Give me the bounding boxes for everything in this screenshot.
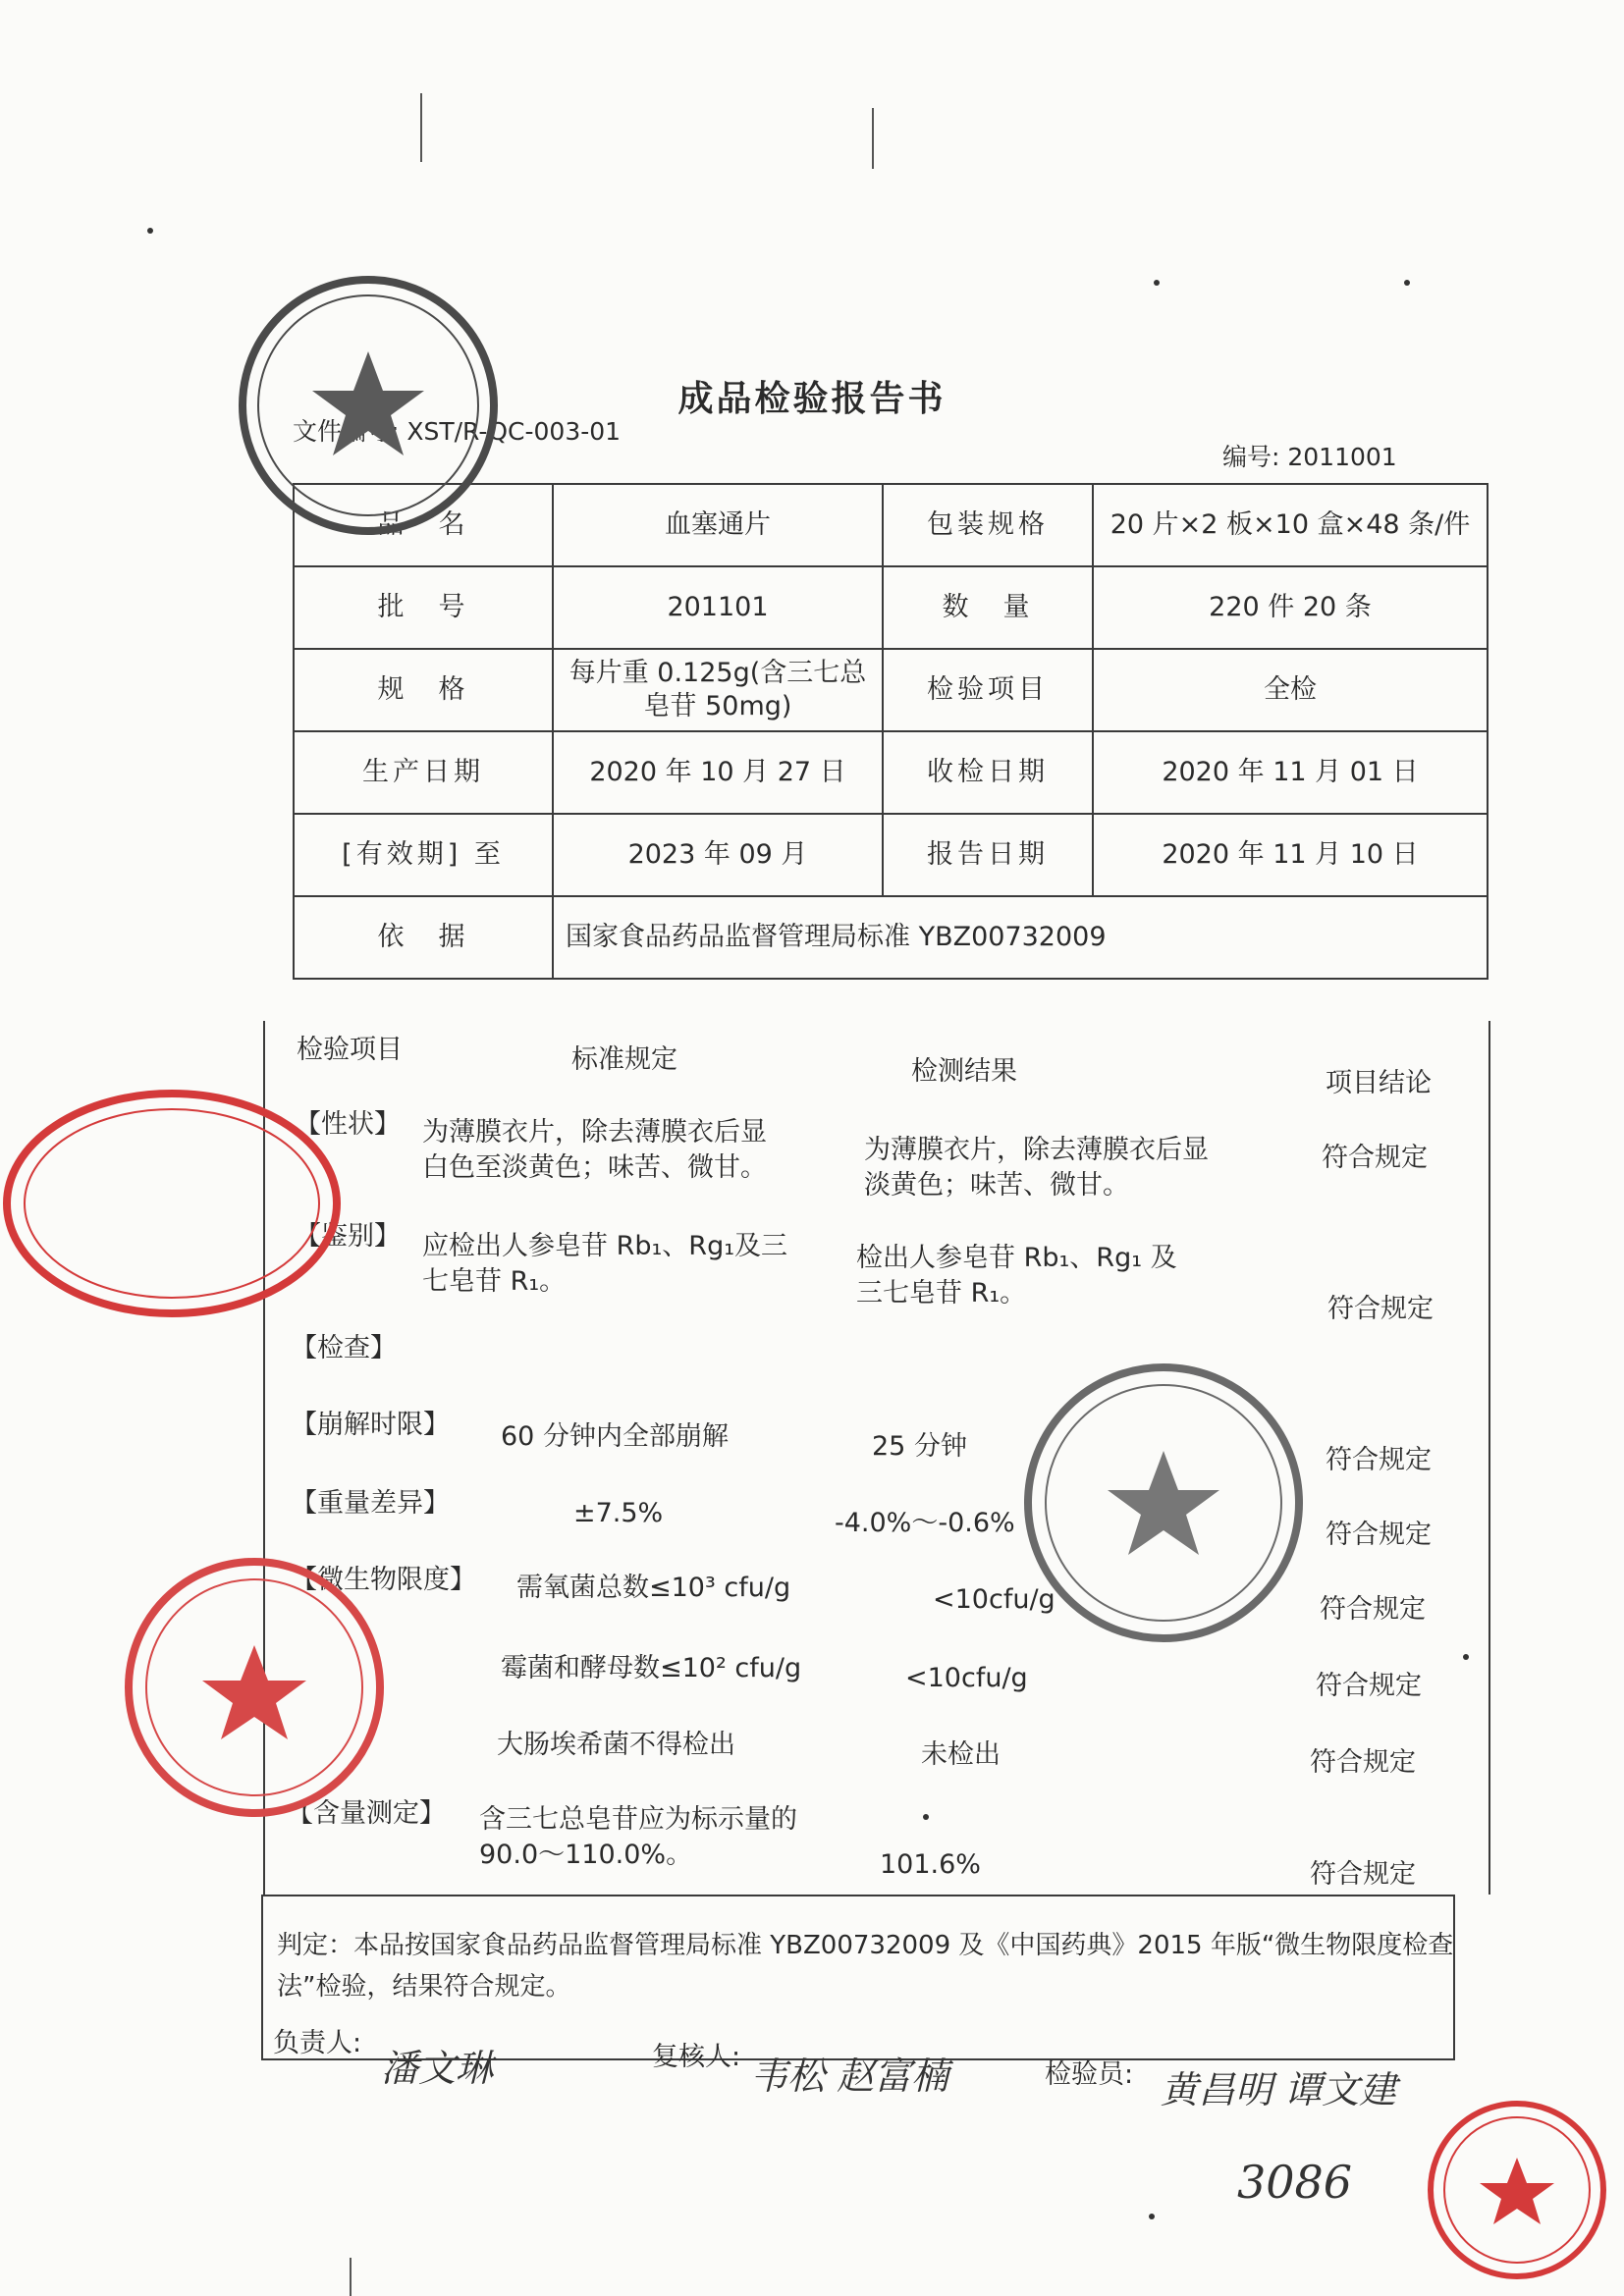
microbial-label: 【微生物限度】 bbox=[291, 1565, 476, 1595]
disintegration-standard: 60 分钟内全部崩解 bbox=[501, 1421, 729, 1452]
assay-standard: 含三七总皂苷应为标示量的 90.0～110.0%。 bbox=[479, 1804, 797, 1871]
disintegration-result: 25 分钟 bbox=[872, 1431, 967, 1462]
mfg-date-label: 生产日期 bbox=[294, 731, 553, 814]
scan-speck bbox=[1149, 2214, 1155, 2219]
inspector-signature: 黄昌明 谭文建 bbox=[1161, 2068, 1397, 2111]
col-header-conclusion: 项目结论 bbox=[1326, 1068, 1432, 1098]
product-name-value: 血塞通片 bbox=[553, 484, 883, 566]
inspection-seal-stamp bbox=[1424, 2097, 1610, 2283]
identification-result: 检出人参皂苷 Rb₁、Rg₁ 及三七皂苷 R₁。 bbox=[856, 1243, 1177, 1309]
pack-spec-value: 20 片×2 板×10 盒×48 条/件 bbox=[1093, 484, 1488, 566]
mold-standard: 霉菌和酵母数≤10² cfu/g bbox=[501, 1653, 802, 1683]
inspection-label: 【检查】 bbox=[291, 1333, 397, 1363]
scan-speck bbox=[147, 228, 153, 234]
page-title: 成品检验报告书 bbox=[677, 379, 947, 419]
identification-label: 【鉴别】 bbox=[295, 1221, 401, 1252]
weight-variation-result: -4.0%～-0.6% bbox=[835, 1508, 1015, 1538]
assay-label: 【含量测定】 bbox=[287, 1798, 446, 1829]
aerobic-result: <10cfu/g bbox=[933, 1584, 1056, 1615]
reviewer-signature: 韦松 赵富楠 bbox=[750, 2055, 949, 2098]
mold-result: <10cfu/g bbox=[905, 1663, 1028, 1693]
scan-mark bbox=[350, 2258, 352, 2296]
inspection-item-label: 检验项目 bbox=[883, 649, 1093, 731]
quantity-value: 220 件 20 条 bbox=[1093, 566, 1488, 649]
ecoli-result: 未检出 bbox=[921, 1739, 1001, 1770]
appearance-result: 为薄膜衣片，除去薄膜衣后显淡黄色；味苦、微甘。 bbox=[864, 1135, 1209, 1201]
assay-result: 101.6% bbox=[880, 1849, 981, 1880]
responsible-label: 负责人: bbox=[273, 2028, 362, 2058]
expiry-value: 2023 年 09 月 bbox=[553, 814, 883, 896]
col-header-result: 检测结果 bbox=[911, 1056, 1017, 1087]
spec-value: 每片重 0.125g(含三七总皂苷 50mg) bbox=[553, 649, 883, 731]
weight-variation-standard: ±7.5% bbox=[573, 1498, 664, 1528]
aerobic-conclusion: 符合规定 bbox=[1320, 1594, 1426, 1625]
col-header-standard: 标准规定 bbox=[571, 1044, 677, 1075]
receive-date-value: 2020 年 11 月 01 日 bbox=[1093, 731, 1488, 814]
handwritten-number: 3086 bbox=[1237, 2156, 1353, 2209]
table-row bbox=[294, 566, 1488, 649]
logistics-seal-stamp bbox=[0, 1086, 344, 1321]
report-date-value: 2020 年 11 月 10 日 bbox=[1093, 814, 1488, 896]
pack-spec-label: 包装规格 bbox=[883, 484, 1093, 566]
identification-standard: 应检出人参皂苷 Rb₁、Rg₁及三七皂苷 R₁。 bbox=[422, 1231, 788, 1298]
aerobic-standard: 需氧菌总数≤10³ cfu/g bbox=[516, 1573, 791, 1603]
product-info-table bbox=[293, 483, 1489, 980]
basis-label: 依 据 bbox=[294, 896, 553, 979]
reviewer-label: 复核人: bbox=[652, 2042, 741, 2072]
inspection-item-value: 全检 bbox=[1093, 649, 1488, 731]
mold-conclusion: 符合规定 bbox=[1316, 1671, 1422, 1701]
batch-value: 201101 bbox=[553, 566, 883, 649]
appearance-label: 【性状】 bbox=[295, 1109, 401, 1140]
ecoli-standard: 大肠埃希菌不得检出 bbox=[497, 1730, 735, 1760]
appearance-standard: 为薄膜衣片，除去薄膜衣后显白色至淡黄色；味苦、微甘。 bbox=[422, 1117, 767, 1184]
scan-speck bbox=[1404, 280, 1410, 286]
quantity-label: 数 量 bbox=[883, 566, 1093, 649]
scan-mark bbox=[872, 108, 874, 169]
disintegration-label: 【崩解时限】 bbox=[291, 1410, 450, 1440]
tibet-company-seal-stamp bbox=[1021, 1361, 1306, 1645]
table-row bbox=[294, 896, 1488, 979]
scan-speck bbox=[1154, 280, 1160, 286]
assay-conclusion: 符合规定 bbox=[1310, 1859, 1416, 1890]
product-name-label: 品 名 bbox=[294, 484, 553, 566]
responsible-signature: 潘文琳 bbox=[381, 2047, 494, 2090]
receive-date-label: 收检日期 bbox=[883, 731, 1093, 814]
spec-label: 规 格 bbox=[294, 649, 553, 731]
serial-number: 编号: 2011001 bbox=[1222, 443, 1397, 471]
expiry-label: [有效期] 至 bbox=[294, 814, 553, 896]
weight-variation-conclusion: 符合规定 bbox=[1326, 1520, 1432, 1550]
nanjing-company-seal-stamp bbox=[122, 1555, 387, 1820]
table-row bbox=[294, 814, 1488, 896]
table-row bbox=[294, 649, 1488, 731]
inspector-label: 检验员: bbox=[1045, 2059, 1134, 2090]
basis-value: 国家食品药品监督管理局标准 YBZ00732009 bbox=[553, 896, 1488, 979]
disintegration-conclusion: 符合规定 bbox=[1326, 1445, 1432, 1475]
table-row bbox=[294, 731, 1488, 814]
document-code: 文件编号: XST/R-QC-003-01 bbox=[293, 417, 622, 446]
judgement-text: 判定：本品按国家食品药品监督管理局标准 YBZ00732009 及《中国药典》2015 年版“微生物限度检查法”检验，结果符合规定。 bbox=[277, 1931, 1454, 2002]
appearance-conclusion: 符合规定 bbox=[1322, 1143, 1428, 1173]
company-seal-stamp bbox=[236, 273, 501, 538]
batch-label: 批 号 bbox=[294, 566, 553, 649]
mfg-date-value: 2020 年 10 月 27 日 bbox=[553, 731, 883, 814]
col-header-item: 检验项目 bbox=[297, 1035, 403, 1065]
weight-variation-label: 【重量差异】 bbox=[291, 1488, 450, 1519]
scan-mark bbox=[420, 93, 422, 162]
identification-conclusion: 符合规定 bbox=[1327, 1294, 1434, 1324]
report-date-label: 报告日期 bbox=[883, 814, 1093, 896]
ecoli-conclusion: 符合规定 bbox=[1310, 1747, 1416, 1778]
